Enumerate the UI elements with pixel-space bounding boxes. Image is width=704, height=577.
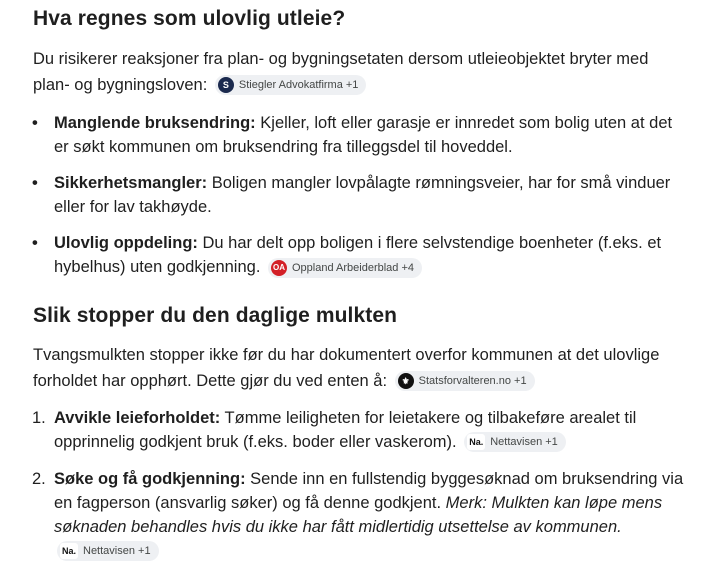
item-number: 1.	[32, 409, 46, 427]
source-chip[interactable]	[464, 432, 566, 452]
source-chip-label: Nettavisen +1	[490, 436, 558, 448]
list-item	[32, 111, 684, 159]
intro-text: Du risikerer reaksjoner fra plan- og bygningsetaten dersom utleieobjektet bryter med plan- og bygningsloven:	[33, 50, 649, 94]
source-chip[interactable]	[395, 371, 535, 391]
bullet-icon: •	[32, 234, 38, 252]
intro-paragraph	[33, 342, 683, 394]
source-chip-label: Stiegler Advokatfirma +1	[238, 79, 359, 91]
item-note: Merk: Mulkten kan løpe mens søknaden behandles hvis du ikke har fått midlertidig utsettelse av kommunen.	[54, 494, 663, 536]
item-title: Manglende bruksendring:	[54, 114, 256, 132]
item-text: Boligen mangler lovpålagte rømningsveier, har for små vinduer eller for lav takhøyde.	[54, 174, 671, 216]
list-item	[32, 406, 684, 454]
item-text: Sende inn en fullstendig byggesøknad om bruksendring via en fagperson (ansvarlig søker) og få denne godkjent.	[54, 470, 684, 512]
list-item	[32, 467, 684, 563]
item-title: Avvikle leieforholdet:	[54, 409, 221, 427]
nettavisen-logo-icon: Na.	[60, 543, 78, 559]
bullet-icon: •	[32, 174, 38, 192]
intro-text: Tvangsmulkten stopper ikke før du har dokumentert overfor kommunen at det ulovlige forholdet har opphørt. Dette gjør du ved enten å:	[33, 346, 660, 390]
heading-stop-fine: Slik stopper du den daglige mulkten	[33, 304, 398, 327]
list-item	[32, 171, 684, 219]
source-chip[interactable]	[215, 75, 367, 95]
oppland-logo-icon: OA	[271, 260, 287, 276]
item-text: Tømme leiligheten for leietakere og tilbakeføre arealet til opprinnelig godkjent bruk (f.eks. boder eller vaskerom).	[54, 409, 637, 451]
item-number: 2.	[32, 470, 46, 488]
source-chip-label: Statsforvalteren.no +1	[418, 375, 527, 387]
statsforvalteren-logo-icon: ⚜	[398, 373, 414, 389]
item-title: Ulovlig oppdeling:	[54, 234, 198, 252]
heading-illegal-rental: Hva regnes som ulovlig utleie?	[33, 7, 346, 30]
bullet-icon: •	[32, 114, 38, 132]
item-text: Du har delt opp boligen i flere selvstendige boenheter (f.eks. et hybelhus) uten godkjenning.	[54, 234, 662, 276]
source-chip-label: Nettavisen +1	[83, 545, 151, 557]
source-chip[interactable]	[57, 541, 159, 561]
item-title: Sikkerhetsmangler:	[54, 174, 208, 192]
source-chip-label: Oppland Arbeiderblad +4	[292, 262, 415, 274]
item-title: Søke og få godkjenning:	[54, 470, 246, 488]
nettavisen-logo-icon: Na.	[467, 434, 485, 450]
list-item	[32, 231, 684, 279]
stiegler-logo-icon: S	[218, 77, 234, 93]
intro-paragraph	[33, 46, 683, 98]
item-text: Kjeller, loft eller garasje er innredet som bolig uten at det er søkt kommunen om bruksendring fra tilleggsdel til hoveddel.	[54, 114, 673, 156]
source-chip[interactable]	[268, 258, 422, 278]
